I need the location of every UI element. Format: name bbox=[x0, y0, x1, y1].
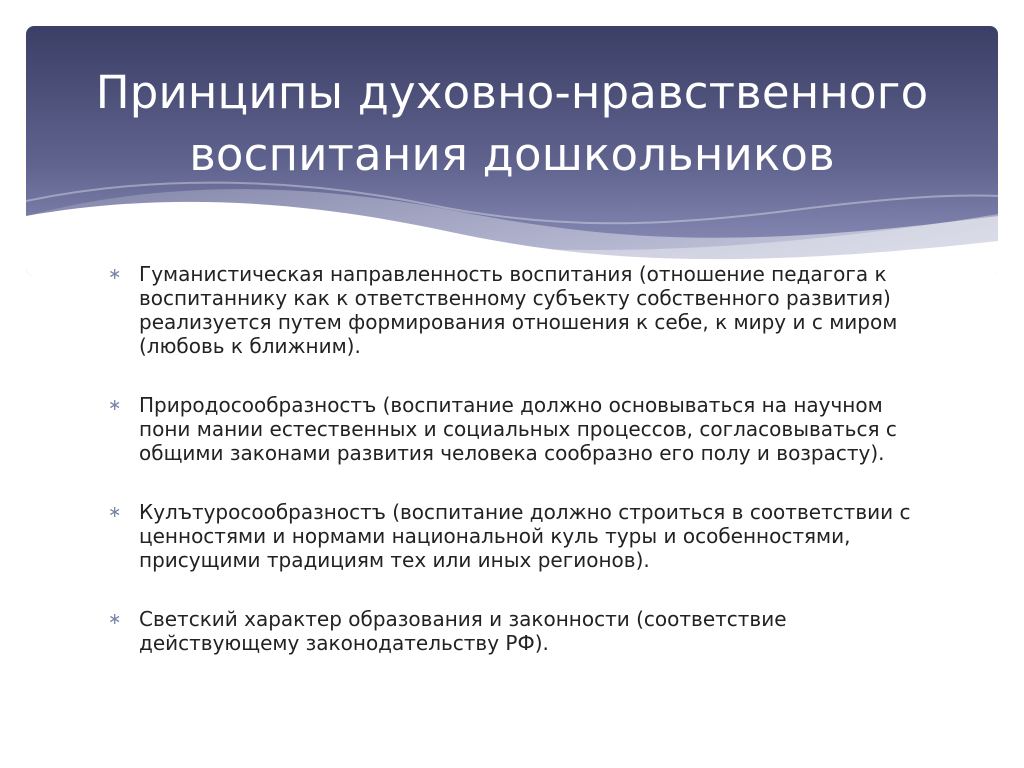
bullet-icon: ∗ bbox=[108, 502, 122, 521]
list-item-text: Природосообразностъ (воспитание должно основываться на научном пони мании естественных и социальных процессов, согласовываться с общими законами развития человека сообразно его полу и возрасту). bbox=[139, 393, 897, 465]
list-item bbox=[108, 393, 928, 465]
list-item bbox=[108, 500, 928, 572]
bullet-icon: ∗ bbox=[108, 395, 122, 414]
page-title bbox=[26, 62, 998, 186]
list-item-text: Гуманистическая направленность воспитания (отношение педагога к воспитаннику как к ответственному субъекту собственного развития) реализуется путем формирования отношения к себе, к миру и с миром (любовь к ближним). bbox=[139, 262, 898, 358]
list-item bbox=[108, 607, 928, 655]
list-item-text: Кулътуросообразностъ (воспитание должно строиться в соответствии с ценностями и нормами национальной куль туры и особенностями, присущими традициям тех или иных регионов). bbox=[139, 500, 911, 572]
bullet-icon: ∗ bbox=[108, 264, 122, 283]
bullet-list bbox=[108, 262, 928, 690]
title-line-1: Принципы духовно-нравственного bbox=[95, 66, 929, 119]
bullet-icon: ∗ bbox=[108, 609, 122, 628]
list-item-text: Светский характер образования и законности (соответствие действующему законодательству РФ). bbox=[139, 607, 787, 655]
list-item bbox=[108, 262, 928, 358]
title-line-2: воспитания дошкольников bbox=[189, 128, 835, 181]
